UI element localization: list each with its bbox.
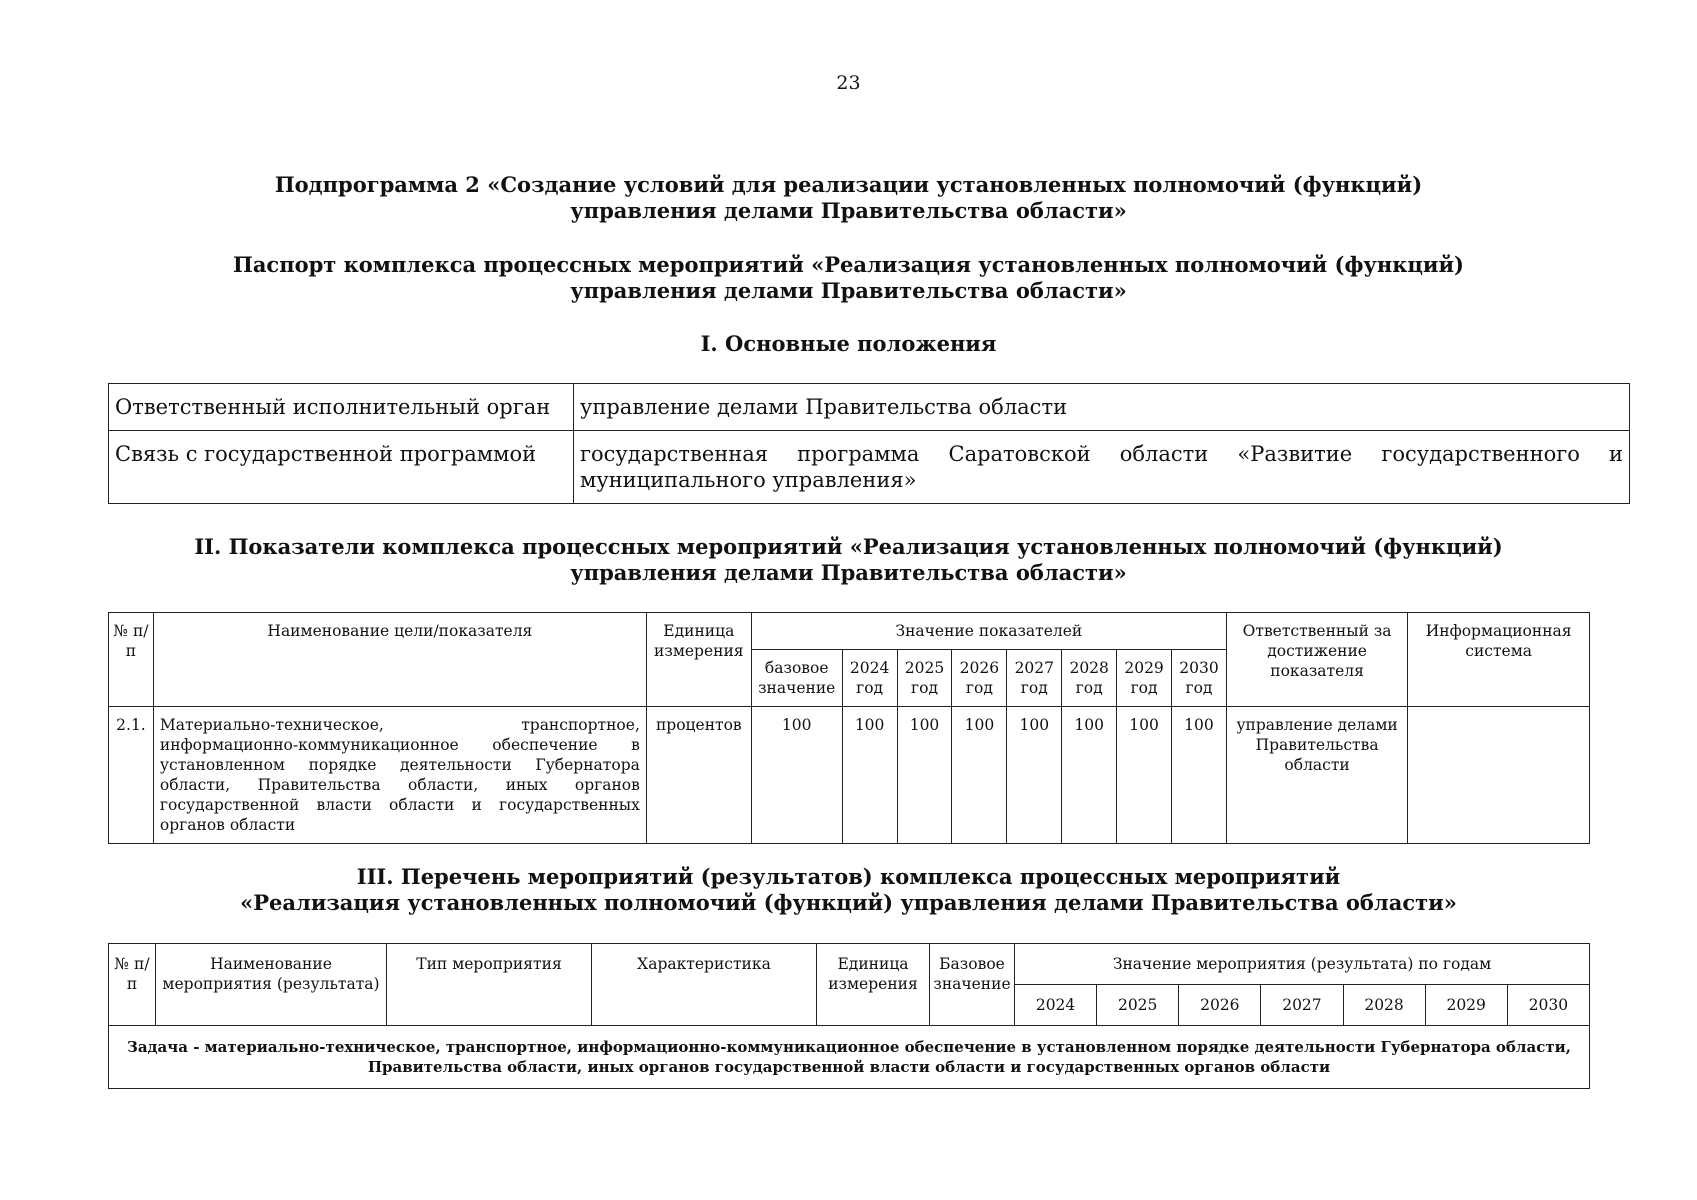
header-year-2030: 2030 год <box>1172 650 1227 707</box>
cell-year-2026: 100 <box>952 707 1007 844</box>
header-year-2024: 2024 <box>1015 985 1097 1026</box>
header-characteristic: Характеристика <box>592 944 817 1026</box>
table-row <box>109 384 1630 431</box>
header-year-2029: 2029 <box>1425 985 1507 1026</box>
cell-year-2029: 100 <box>1117 707 1172 844</box>
header-base: Базовое значение <box>930 944 1015 1026</box>
header-year-2026: 2026 год <box>952 650 1007 707</box>
header-year-2025: 2025 <box>1097 985 1179 1026</box>
table-row <box>109 707 1590 844</box>
section2-title-line-2: управления делами Правительства области» <box>570 560 1127 585</box>
header-values-group: Значение мероприятия (результата) по годам <box>1015 944 1590 985</box>
header-num: № п/п <box>109 613 154 707</box>
subprogram-title <box>0 172 1697 224</box>
cell-responsible: управление делами Правительства области <box>1226 707 1407 844</box>
passport-title-line-2: управления делами Правительства области» <box>570 278 1127 303</box>
page-number: 23 <box>836 72 861 94</box>
cell-num: 2.1. <box>109 707 154 844</box>
header-row <box>109 944 1590 985</box>
section3-title <box>0 864 1697 916</box>
activities-table <box>108 943 1590 1089</box>
header-year-2027: 2027 <box>1261 985 1343 1026</box>
section3-title-line-1: III. Перечень мероприятий (результатов) комплекса процессных мероприятий <box>356 864 1341 889</box>
cell-base: 100 <box>751 707 842 844</box>
header-num: № п/п <box>109 944 156 1026</box>
cell-year-2028: 100 <box>1062 707 1117 844</box>
cell-info-system <box>1408 707 1590 844</box>
header-unit: Единица измерения <box>646 613 751 707</box>
task-text: Задача - материально-техническое, транспортное, информационно-коммуникационное обеспечение в установленном порядке деятельности Губернатора области, Правительства области, иных органов государственной власти области и государственных органов области <box>109 1026 1590 1089</box>
cell-year-2025: 100 <box>897 707 952 844</box>
header-year-2028: 2028 <box>1343 985 1425 1026</box>
row-value: управление делами Правительства области <box>574 384 1630 431</box>
header-year-2030: 2030 <box>1507 985 1589 1026</box>
task-row <box>109 1026 1590 1089</box>
header-year-2024: 2024 год <box>842 650 897 707</box>
passport-title <box>0 252 1697 304</box>
header-year-2027: 2027 год <box>1007 650 1062 707</box>
header-row <box>109 613 1590 650</box>
header-values-group: Значение показателей <box>751 613 1226 650</box>
header-year-2026: 2026 <box>1179 985 1261 1026</box>
header-base: базовое значение <box>751 650 842 707</box>
section3-title-line-2: «Реализация установленных полномочий (функций) управления делами Правительства области» <box>240 890 1457 915</box>
cell-year-2024: 100 <box>842 707 897 844</box>
table-row <box>109 431 1630 504</box>
row-label: Связь с государственной программой <box>109 431 574 504</box>
row-label: Ответственный исполнительный орган <box>109 384 574 431</box>
cell-year-2027: 100 <box>1007 707 1062 844</box>
header-info-system: Информационная система <box>1408 613 1590 707</box>
header-name: Наименование мероприятия (результата) <box>156 944 387 1026</box>
section1-title: I. Основные положения <box>700 331 997 356</box>
header-type: Тип мероприятия <box>387 944 592 1026</box>
header-year-2025: 2025 год <box>897 650 952 707</box>
header-name: Наименование цели/показателя <box>153 613 646 707</box>
header-year-2029: 2029 год <box>1117 650 1172 707</box>
indicators-table <box>108 612 1590 844</box>
subprogram-title-line-1: Подпрограмма 2 «Создание условий для реализации установленных полномочий (функций) <box>274 172 1423 197</box>
row-value: государственная программа Саратовской области «Развитие государственного и муниципального управления» <box>574 431 1630 504</box>
header-unit: Единица измерения <box>817 944 930 1026</box>
cell-unit: процентов <box>646 707 751 844</box>
cell-year-2030: 100 <box>1172 707 1227 844</box>
header-year-2028: 2028 год <box>1062 650 1117 707</box>
section2-title <box>0 534 1697 586</box>
basic-provisions-table <box>108 383 1630 504</box>
subprogram-title-line-2: управления делами Правительства области» <box>570 198 1127 223</box>
cell-name: Материально-техническое, транспортное, информационно-коммуникационное обеспечение в установленном порядке деятельности Губернатора области, Правительства области, иных органов государственной власти области и государственных органов области <box>153 707 646 844</box>
section2-title-line-1: II. Показатели комплекса процессных мероприятий «Реализация установленных полномочий (функций) <box>194 534 1503 559</box>
passport-title-line-1: Паспорт комплекса процессных мероприятий «Реализация установленных полномочий (функций) <box>232 252 1464 277</box>
header-responsible: Ответственный за достижение показателя <box>1226 613 1407 707</box>
